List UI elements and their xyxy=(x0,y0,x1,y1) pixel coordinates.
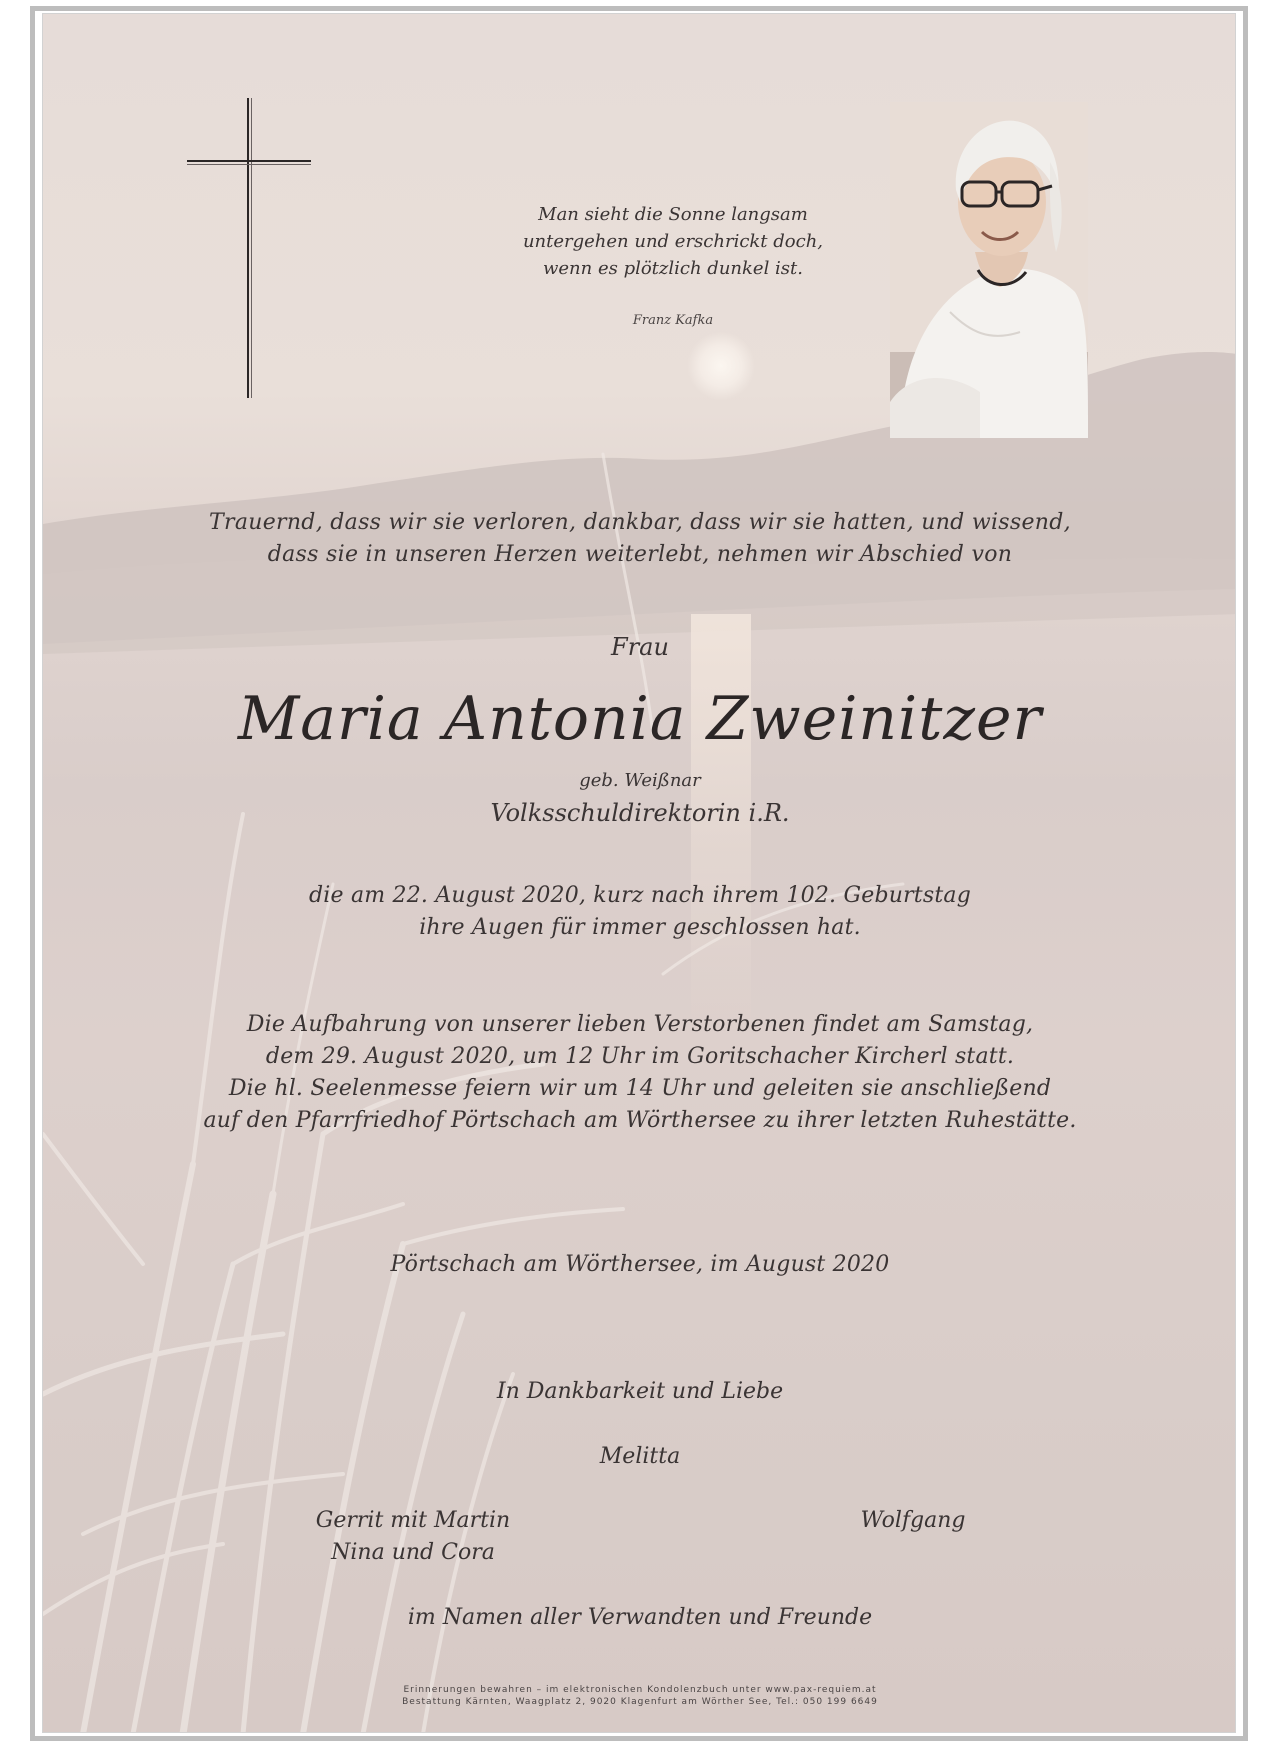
death-notice-line: ihre Augen für immer geschlossen hat. xyxy=(419,915,861,940)
place-date: Pörtschach am Wörthersee, im August 2020 xyxy=(390,1252,890,1277)
cross-icon xyxy=(187,98,311,398)
quote-author: Franz Kafka xyxy=(632,313,714,328)
intro-text xyxy=(43,507,1236,571)
intro-line: dass sie in unseren Herzen weiterlebt, nehmen wir Abschied von xyxy=(267,542,1013,567)
quote-line: Man sieht die Sonne langsam xyxy=(538,204,808,225)
footer xyxy=(43,1684,1236,1708)
profession: Volksschuldirektorin i.R. xyxy=(490,799,790,827)
quote-line: untergehen und erschrickt doch, xyxy=(522,231,824,252)
mourners-left xyxy=(263,1505,563,1569)
death-notice xyxy=(43,880,1236,944)
footer-address: Bestattung Kärnten, Waagplatz 2, 9020 Klagenfurt am Wörther See, Tel.: 050 199 6649 xyxy=(402,1697,878,1707)
mourners-others: im Namen aller Verwandten und Freunde xyxy=(407,1605,873,1630)
quote-line: wenn es plötzlich dunkel ist. xyxy=(542,258,803,279)
quote xyxy=(423,201,923,282)
maiden-name: geb. Weißnar xyxy=(579,770,701,791)
funeral-details xyxy=(43,1009,1236,1137)
closing-line: In Dankbarkeit und Liebe xyxy=(496,1379,784,1404)
obituary-card xyxy=(42,13,1236,1733)
mourner-line: Nina und Cora xyxy=(331,1540,495,1565)
death-notice-line: die am 22. August 2020, kurz nach ihrem 102. Geburtstag xyxy=(309,883,971,908)
funeral-line: dem 29. August 2020, um 12 Uhr im Goritschacher Kircherl statt. xyxy=(265,1044,1015,1069)
intro-line: Trauernd, dass wir sie verloren, dankbar, dass wir sie hatten, und wissend, xyxy=(209,510,1071,535)
mourner-right: Wolfgang xyxy=(860,1508,966,1533)
sun-shape xyxy=(687,332,755,400)
funeral-line: Die Aufbahrung von unserer lieben Verstorbenen findet am Samstag, xyxy=(246,1012,1034,1037)
funeral-line: auf den Pfarrfriedhof Pörtschach am Wörthersee zu ihrer letzten Ruhestätte. xyxy=(203,1108,1077,1133)
mourner-line: Gerrit mit Martin xyxy=(315,1508,511,1533)
deceased-name: Maria Antonia Zweinitzer xyxy=(237,684,1043,754)
salutation: Frau xyxy=(611,633,669,661)
mourner-first: Melitta xyxy=(599,1444,681,1469)
portrait-photo xyxy=(890,102,1088,438)
footer-condolence-link[interactable]: Erinnerungen bewahren – im elektronischen Kondolenzbuch unter www.pax-requiem.at xyxy=(403,1685,877,1695)
funeral-line: Die hl. Seelenmesse feiern wir um 14 Uhr und geleiten sie anschließend xyxy=(228,1076,1052,1101)
